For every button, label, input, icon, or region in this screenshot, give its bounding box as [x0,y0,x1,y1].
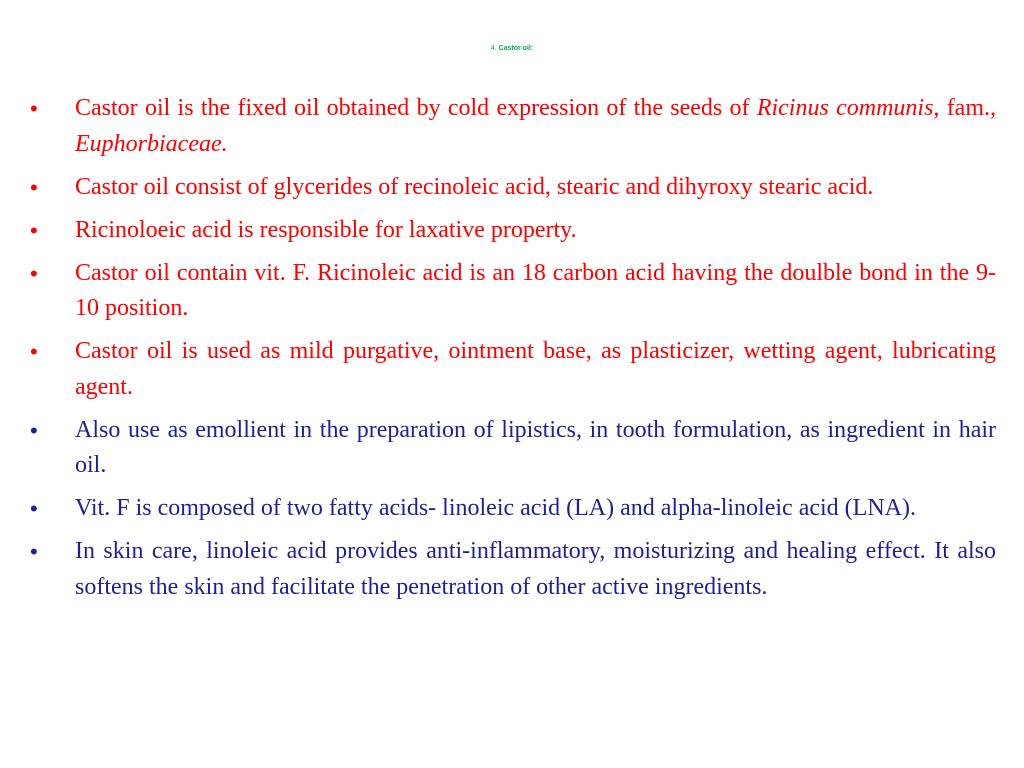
bullet-text-species: Ricinus communis [756,95,934,121]
bullet-dot-icon: • [30,96,38,121]
bullet-item [30,170,996,206]
bullet-text: In skin care, linoleic acid provides anti-inflammatory, moisturizing and healing effect. It also softens the skin and facilitate the penetration of other active ingredients. [75,538,996,600]
bullet-text: Vit. F is composed of two fatty acids- linoleic acid (LA) and alpha-linoleic acid (LNA). [75,495,916,521]
bullet-dot-icon: • [30,174,38,200]
bullet-dot-icon: • [30,417,38,443]
bullet-dot-icon: • [30,496,38,521]
bullet-item [30,256,996,327]
bullet-dot-icon: • [30,260,38,286]
slide-title-text: Castor oil: [498,45,534,52]
bullet-item [30,413,996,484]
bullet-text: Also use as emollient in the preparation of lipistics, in tooth formulation, as ingredient in hair oil. [75,416,996,478]
bullet-item [30,213,996,249]
bullet-dot-icon: • [30,339,38,364]
bullet-text: Castor oil contain vit. F. Ricinoleic acid is an 18 carbon acid having the doulble bond in the 9-10 position. [75,259,996,321]
bullet-item [30,491,996,527]
bullet-dot-icon: • [30,539,38,564]
bullet-dot-icon: • [30,217,38,243]
bullet-item [30,534,996,605]
bullet-text: Castor oil is used as mild purgative, ointment base, as plasticizer, wetting agent, lubricating agent. [75,338,996,400]
bullet-text: , fam., [933,95,996,121]
bullet-list [30,91,996,613]
bullet-text-family: Euphorbiaceae. [75,130,228,157]
bullet-text: Castor oil consist of glycerides of recinoleic acid, stearic and dihyroxy stearic acid. [75,173,874,200]
bullet-item [30,91,996,162]
slide-title [0,44,1024,54]
bullet-text: Castor oil is the fixed oil obtained by cold expression of the seeds of [75,95,757,121]
bullet-text: Ricinoloeic acid is responsible for laxative property. [75,216,577,243]
slide-title-number: 4. [490,45,497,52]
bullet-item [30,334,996,405]
